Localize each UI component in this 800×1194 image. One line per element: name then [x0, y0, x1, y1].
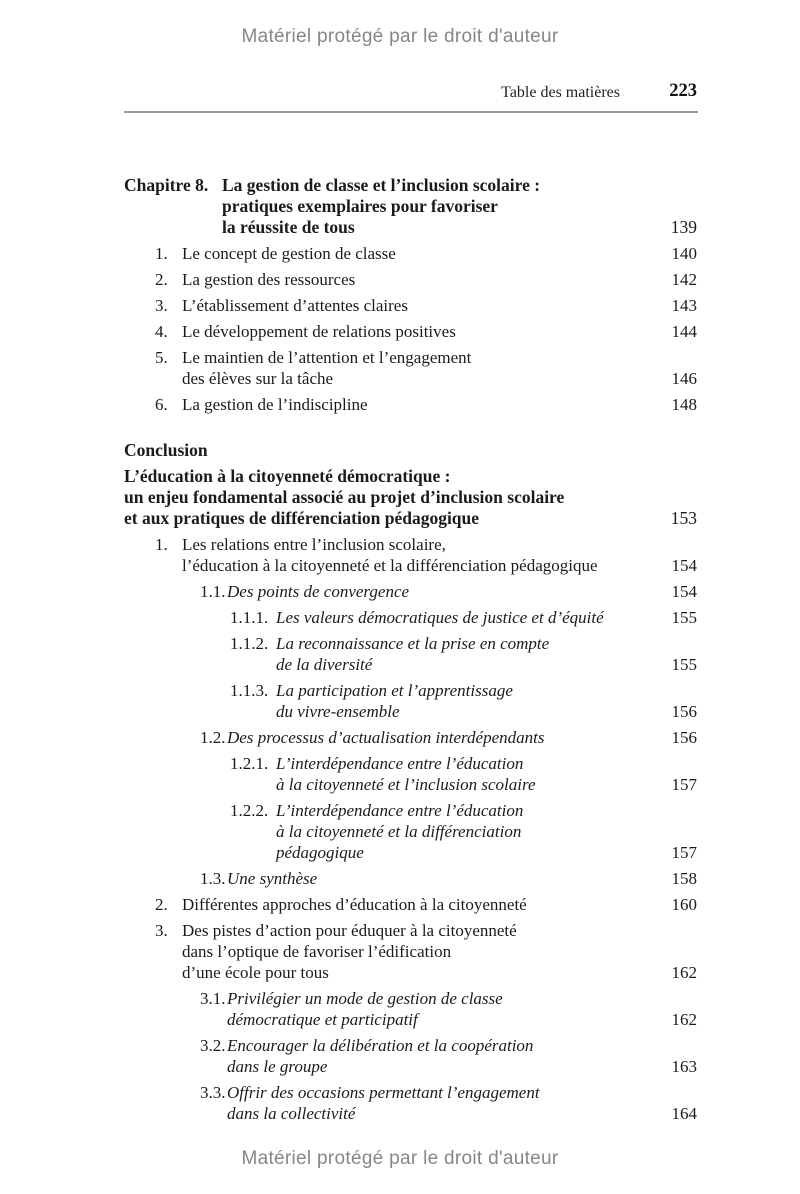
entry-page: 155 [671, 608, 697, 627]
entry-number: Chapitre 8. [124, 175, 209, 195]
entry-page: 156 [671, 728, 697, 747]
entry-line: à la citoyenneté et la différenciation [276, 822, 522, 841]
entry-text [182, 394, 697, 415]
entry-number: 4. [155, 322, 168, 341]
entry-page: 144 [671, 322, 697, 341]
entry-text [182, 920, 697, 983]
entry-line: Le maintien de l’attention et l’engagement [182, 348, 472, 367]
toc-entry [124, 581, 697, 602]
entry-page: 154 [671, 556, 697, 575]
entry-text [124, 440, 697, 461]
entry-line: Des pistes d’action pour éduquer à la citoyenneté [182, 921, 517, 940]
entry-number: 1.2. [200, 728, 226, 747]
toc-entry [124, 727, 697, 748]
entry-text [276, 800, 697, 863]
entry-number: 1.3. [200, 869, 226, 888]
entry-page: 162 [671, 963, 697, 982]
toc-entry [124, 466, 697, 529]
entry-line: du vivre-ensemble [276, 702, 400, 721]
entry-page: 148 [671, 395, 697, 414]
entry-number: 1. [155, 535, 168, 554]
entry-number: 2. [155, 895, 168, 914]
entry-page: 162 [671, 1010, 697, 1029]
entry-line: Différentes approches d’éducation à la citoyenneté [182, 895, 527, 914]
toc-entry [124, 347, 697, 389]
entry-text [227, 868, 697, 889]
entry-line: Des points de convergence [227, 582, 410, 601]
toc-entry [124, 753, 697, 795]
entry-page: 158 [671, 869, 697, 888]
entry-page: 157 [671, 843, 697, 862]
entry-line: Des processus d’actualisation interdépendants [227, 728, 545, 747]
toc-entry [124, 894, 697, 915]
header-rule [124, 111, 698, 113]
entry-text [227, 1035, 697, 1077]
toc-entry [124, 1082, 697, 1124]
entry-line: dans l’optique de favoriser l’édification [182, 942, 452, 961]
entry-line: La reconnaissance et la prise en compte [276, 634, 550, 653]
entry-text [182, 347, 697, 389]
toc-entry [124, 534, 697, 576]
watermark-bottom: Matériel protégé par le droit d'auteur [241, 1148, 559, 1169]
toc-entry [124, 680, 697, 722]
toc-entry [124, 243, 697, 264]
entry-number: 1.1.3. [230, 681, 269, 700]
entry-line: Encourager la délibération et la coopération [227, 1036, 534, 1055]
entry-text [227, 1082, 697, 1124]
entry-line: L’interdépendance entre l’éducation [276, 801, 524, 820]
toc [124, 170, 697, 1124]
entry-number: 1.1.1. [230, 608, 269, 627]
entry-line: dans la collectivité [227, 1104, 356, 1123]
toc-entry [124, 440, 697, 461]
entry-text [124, 466, 697, 529]
entry-page: 142 [671, 270, 697, 289]
entry-page: 164 [671, 1104, 697, 1123]
entry-line: pédagogique [276, 843, 364, 862]
entry-text [276, 753, 697, 795]
entry-number: 2. [155, 270, 168, 289]
entry-text [276, 633, 697, 675]
entry-line: Offrir des occasions permettant l’engagement [227, 1083, 540, 1102]
entry-page: 146 [671, 369, 697, 388]
entry-page: 155 [671, 655, 697, 674]
entry-number: 3. [155, 296, 168, 315]
entry-page: 143 [671, 296, 697, 315]
entry-page: 140 [671, 244, 697, 263]
entry-line: la réussite de tous [222, 217, 355, 237]
toc-entry [124, 321, 697, 342]
toc-entry [124, 920, 697, 983]
entry-text [222, 175, 697, 238]
entry-number: 1.1.2. [230, 634, 269, 653]
entry-line: et aux pratiques de différenciation pédagogique [124, 508, 480, 528]
entry-line: démocratique et participatif [227, 1010, 418, 1029]
entry-text [182, 534, 697, 576]
entry-line: Le concept de gestion de classe [182, 244, 396, 263]
entry-number: 1.2.1. [230, 754, 269, 773]
entry-page: 163 [671, 1057, 697, 1076]
toc-entry [124, 868, 697, 889]
entry-line: Conclusion [124, 440, 208, 460]
entry-line: un enjeu fondamental associé au projet d’inclusion scolaire [124, 487, 565, 507]
entry-page: 157 [671, 775, 697, 794]
entry-page: 139 [670, 217, 697, 237]
entry-number: 3.2. [200, 1036, 226, 1055]
entry-text [182, 295, 697, 316]
entry-line: La gestion de l’indiscipline [182, 395, 368, 414]
entry-line: dans le groupe [227, 1057, 328, 1076]
entry-text [182, 894, 697, 915]
toc-entry [124, 607, 697, 628]
entry-text [182, 269, 697, 290]
entry-text [276, 680, 697, 722]
entry-text [182, 321, 697, 342]
entry-text [227, 581, 697, 602]
entry-page: 160 [671, 895, 697, 914]
entry-text [227, 988, 697, 1030]
entry-line: L’établissement d’attentes claires [182, 296, 408, 315]
entry-number: 6. [155, 395, 168, 414]
entry-line: L’interdépendance entre l’éducation [276, 754, 524, 773]
entry-line: Le développement de relations positives [182, 322, 456, 341]
entry-line: des élèves sur la tâche [182, 369, 334, 388]
entry-number: 3. [155, 921, 168, 940]
entry-line: à la citoyenneté et l’inclusion scolaire [276, 775, 536, 794]
running-title: Table des matières [501, 84, 620, 101]
toc-entry [124, 295, 697, 316]
entry-line: Les valeurs démocratiques de justice et d’équité [276, 608, 604, 627]
entry-line: pratiques exemplaires pour favoriser [222, 196, 498, 216]
entry-text [182, 243, 697, 264]
entry-line: La gestion des ressources [182, 270, 356, 289]
toc-entry [124, 175, 697, 238]
entry-page: 154 [671, 582, 697, 601]
entry-line: l’éducation à la citoyenneté et la différenciation pédagogique [182, 556, 598, 575]
entry-line: Les relations entre l’inclusion scolaire, [182, 535, 446, 554]
entry-page: 156 [671, 702, 697, 721]
entry-number: 1.1. [200, 582, 226, 601]
entry-number: 1.2.2. [230, 801, 269, 820]
entry-line: L’éducation à la citoyenneté démocratique : [124, 466, 451, 486]
entry-line: La gestion de classe et l’inclusion scolaire : [222, 175, 541, 195]
entry-text [227, 727, 697, 748]
entry-line: Privilégier un mode de gestion de classe [227, 989, 503, 1008]
entry-line: La participation et l’apprentissage [276, 681, 513, 700]
entry-line: d’une école pour tous [182, 963, 329, 982]
toc-entry [124, 633, 697, 675]
entry-line: Une synthèse [227, 869, 318, 888]
toc-entry [124, 269, 697, 290]
entry-number: 3.1. [200, 989, 226, 1008]
header-page-number: 223 [669, 81, 697, 101]
entry-line: de la diversité [276, 655, 373, 674]
entry-page: 153 [670, 508, 697, 528]
entry-number: 5. [155, 348, 168, 367]
watermark-top: Matériel protégé par le droit d'auteur [241, 26, 559, 47]
entry-number: 3.3. [200, 1083, 226, 1102]
toc-entry [124, 800, 697, 863]
toc-entry [124, 988, 697, 1030]
toc-entry [124, 394, 697, 415]
entry-text [276, 607, 697, 628]
toc-entry [124, 1035, 697, 1077]
entry-number: 1. [155, 244, 168, 263]
